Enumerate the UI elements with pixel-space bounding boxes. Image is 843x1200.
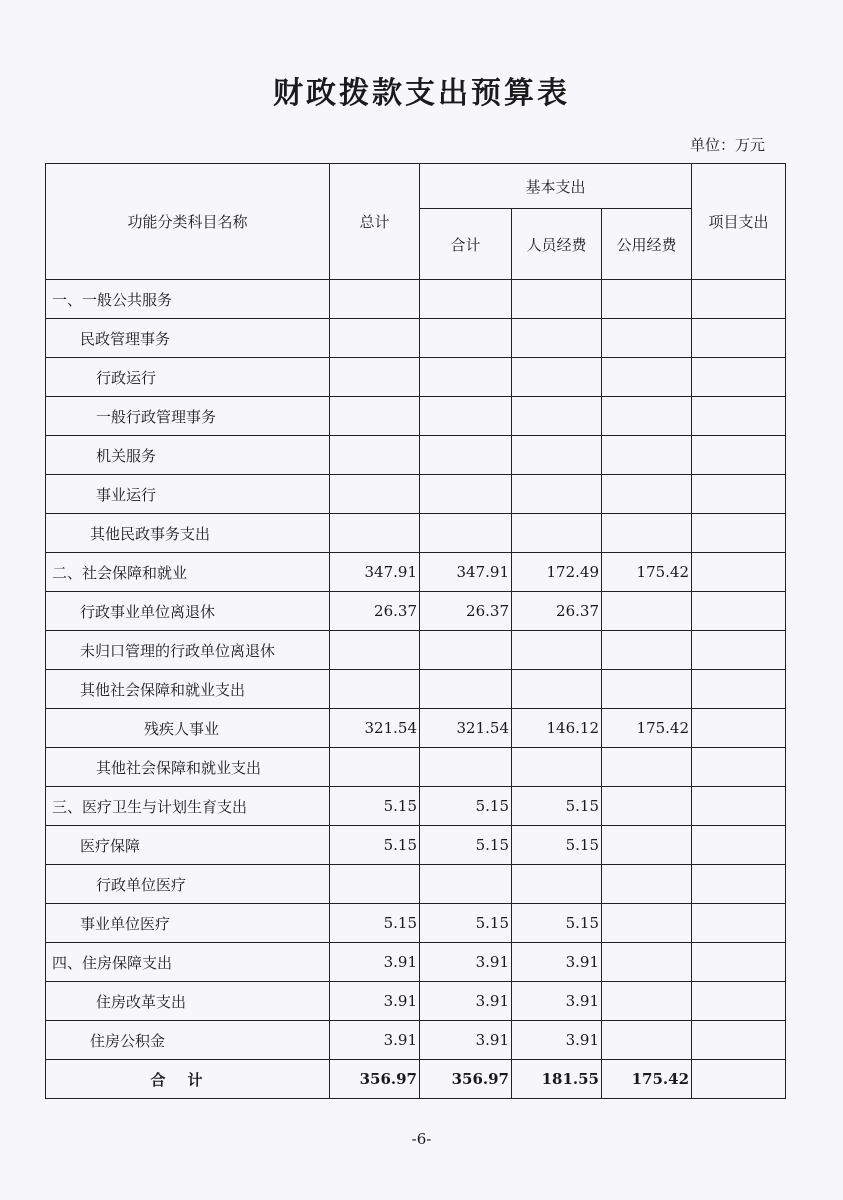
cell-public <box>602 943 692 982</box>
cell-project <box>692 631 786 670</box>
cell-public: 175.42 <box>602 709 692 748</box>
row-name: 一、一般公共服务 <box>46 280 330 319</box>
cell-sum: 321.54 <box>420 709 512 748</box>
table-row <box>46 475 786 514</box>
header-public: 公用经费 <box>602 209 692 280</box>
table-row <box>46 943 786 982</box>
cell-personnel <box>512 514 602 553</box>
cell-sum <box>420 319 512 358</box>
cell-public <box>602 280 692 319</box>
row-name: 行政运行 <box>46 358 330 397</box>
cell-total <box>330 514 420 553</box>
cell-personnel <box>512 280 602 319</box>
cell-total <box>330 748 420 787</box>
cell-public <box>602 631 692 670</box>
cell-total <box>330 397 420 436</box>
cell-project <box>692 475 786 514</box>
budget-table <box>45 163 786 1099</box>
cell-sum <box>420 748 512 787</box>
cell-public <box>602 982 692 1021</box>
cell-total <box>330 358 420 397</box>
cell-project <box>692 865 786 904</box>
row-name: 行政单位医疗 <box>46 865 330 904</box>
cell-public <box>602 748 692 787</box>
cell-public <box>602 865 692 904</box>
cell-sum <box>420 865 512 904</box>
cell-personnel <box>512 358 602 397</box>
cell-personnel <box>512 436 602 475</box>
cell-sum <box>420 670 512 709</box>
cell-personnel: 5.15 <box>512 904 602 943</box>
header-total: 总计 <box>330 164 420 280</box>
header-name: 功能分类科目名称 <box>46 164 330 280</box>
row-name: 其他民政事务支出 <box>46 514 330 553</box>
cell-sum: 3.91 <box>420 943 512 982</box>
cell-public <box>602 358 692 397</box>
cell-total: 5.15 <box>330 904 420 943</box>
table-row <box>46 1021 786 1060</box>
table-row <box>46 787 786 826</box>
cell-personnel: 3.91 <box>512 982 602 1021</box>
cell-total: 26.37 <box>330 592 420 631</box>
row-name: 一般行政管理事务 <box>46 397 330 436</box>
header-project: 项目支出 <box>692 164 786 280</box>
cell-sum <box>420 358 512 397</box>
cell-public <box>602 904 692 943</box>
cell-project <box>692 553 786 592</box>
table-row <box>46 319 786 358</box>
cell-personnel <box>512 631 602 670</box>
row-name: 住房改革支出 <box>46 982 330 1021</box>
header-basic-sum: 合计 <box>420 209 512 280</box>
cell-public <box>602 475 692 514</box>
cell-total: 3.91 <box>330 982 420 1021</box>
table-row <box>46 553 786 592</box>
cell-project <box>692 826 786 865</box>
cell-personnel <box>512 319 602 358</box>
header-personnel: 人员经费 <box>512 209 602 280</box>
cell-project <box>692 982 786 1021</box>
total-label: 合计 <box>46 1060 330 1099</box>
table-row <box>46 709 786 748</box>
cell-sum: 347.91 <box>420 553 512 592</box>
cell-personnel <box>512 748 602 787</box>
cell-personnel: 3.91 <box>512 1021 602 1060</box>
cell-project <box>692 436 786 475</box>
page-number: -6- <box>411 1130 432 1148</box>
cell-public <box>602 397 692 436</box>
table-row <box>46 280 786 319</box>
cell-total: 5.15 <box>330 787 420 826</box>
cell-public <box>602 1021 692 1060</box>
header-basic: 基本支出 <box>420 164 692 209</box>
cell-public <box>602 670 692 709</box>
table-row <box>46 631 786 670</box>
unit-label: 单位：万元 <box>690 136 766 154</box>
cell-public <box>602 826 692 865</box>
cell-total <box>330 670 420 709</box>
row-name: 事业运行 <box>46 475 330 514</box>
table-row <box>46 670 786 709</box>
cell-sum: 26.37 <box>420 592 512 631</box>
table-row <box>46 514 786 553</box>
cell-personnel: 3.91 <box>512 943 602 982</box>
row-name: 二、社会保障和就业 <box>46 553 330 592</box>
cell-project <box>692 1021 786 1060</box>
cell-project <box>692 514 786 553</box>
table-row <box>46 436 786 475</box>
cell-public <box>602 436 692 475</box>
total-project <box>692 1060 786 1099</box>
cell-project <box>692 358 786 397</box>
total-personnel: 181.55 <box>512 1060 602 1099</box>
table-row <box>46 358 786 397</box>
cell-personnel <box>512 670 602 709</box>
cell-project <box>692 748 786 787</box>
cell-total: 5.15 <box>330 826 420 865</box>
row-name: 机关服务 <box>46 436 330 475</box>
table-row <box>46 826 786 865</box>
cell-sum <box>420 514 512 553</box>
cell-sum: 5.15 <box>420 787 512 826</box>
table-body <box>46 280 786 1099</box>
row-name: 三、医疗卫生与计划生育支出 <box>46 787 330 826</box>
cell-personnel <box>512 475 602 514</box>
cell-personnel: 5.15 <box>512 787 602 826</box>
cell-sum: 3.91 <box>420 982 512 1021</box>
cell-project <box>692 397 786 436</box>
cell-project <box>692 787 786 826</box>
cell-sum: 3.91 <box>420 1021 512 1060</box>
cell-total <box>330 436 420 475</box>
cell-personnel <box>512 397 602 436</box>
row-name: 四、住房保障支出 <box>46 943 330 982</box>
cell-project <box>692 670 786 709</box>
cell-personnel: 146.12 <box>512 709 602 748</box>
cell-total <box>330 280 420 319</box>
table-row <box>46 982 786 1021</box>
table-row <box>46 904 786 943</box>
cell-public <box>602 514 692 553</box>
cell-public <box>602 592 692 631</box>
table-row <box>46 397 786 436</box>
row-name: 民政管理事务 <box>46 319 330 358</box>
row-name: 未归口管理的行政单位离退休 <box>46 631 330 670</box>
cell-public <box>602 319 692 358</box>
cell-personnel: 5.15 <box>512 826 602 865</box>
total-sum: 356.97 <box>420 1060 512 1099</box>
cell-total <box>330 865 420 904</box>
total-row <box>46 1060 786 1099</box>
cell-public <box>602 787 692 826</box>
table-row <box>46 865 786 904</box>
cell-total: 3.91 <box>330 1021 420 1060</box>
row-name: 医疗保障 <box>46 826 330 865</box>
row-name: 其他社会保障和就业支出 <box>46 748 330 787</box>
cell-project <box>692 592 786 631</box>
cell-project <box>692 709 786 748</box>
table-row <box>46 748 786 787</box>
cell-sum <box>420 397 512 436</box>
row-name: 行政事业单位离退休 <box>46 592 330 631</box>
cell-sum <box>420 436 512 475</box>
cell-sum <box>420 631 512 670</box>
cell-sum <box>420 475 512 514</box>
row-name: 残疾人事业 <box>46 709 330 748</box>
table-row <box>46 592 786 631</box>
cell-personnel: 26.37 <box>512 592 602 631</box>
cell-sum: 5.15 <box>420 826 512 865</box>
cell-total: 3.91 <box>330 943 420 982</box>
row-name: 住房公积金 <box>46 1021 330 1060</box>
cell-personnel: 172.49 <box>512 553 602 592</box>
cell-total: 321.54 <box>330 709 420 748</box>
cell-total: 347.91 <box>330 553 420 592</box>
cell-total <box>330 631 420 670</box>
total-total: 356.97 <box>330 1060 420 1099</box>
cell-public: 175.42 <box>602 553 692 592</box>
cell-project <box>692 943 786 982</box>
total-public: 175.42 <box>602 1060 692 1099</box>
cell-sum <box>420 280 512 319</box>
row-name: 其他社会保障和就业支出 <box>46 670 330 709</box>
page-title: 财政拨款支出预算表 <box>273 76 570 111</box>
row-name: 事业单位医疗 <box>46 904 330 943</box>
cell-total <box>330 319 420 358</box>
cell-total <box>330 475 420 514</box>
cell-personnel <box>512 865 602 904</box>
cell-project <box>692 904 786 943</box>
cell-project <box>692 280 786 319</box>
cell-project <box>692 319 786 358</box>
cell-sum: 5.15 <box>420 904 512 943</box>
